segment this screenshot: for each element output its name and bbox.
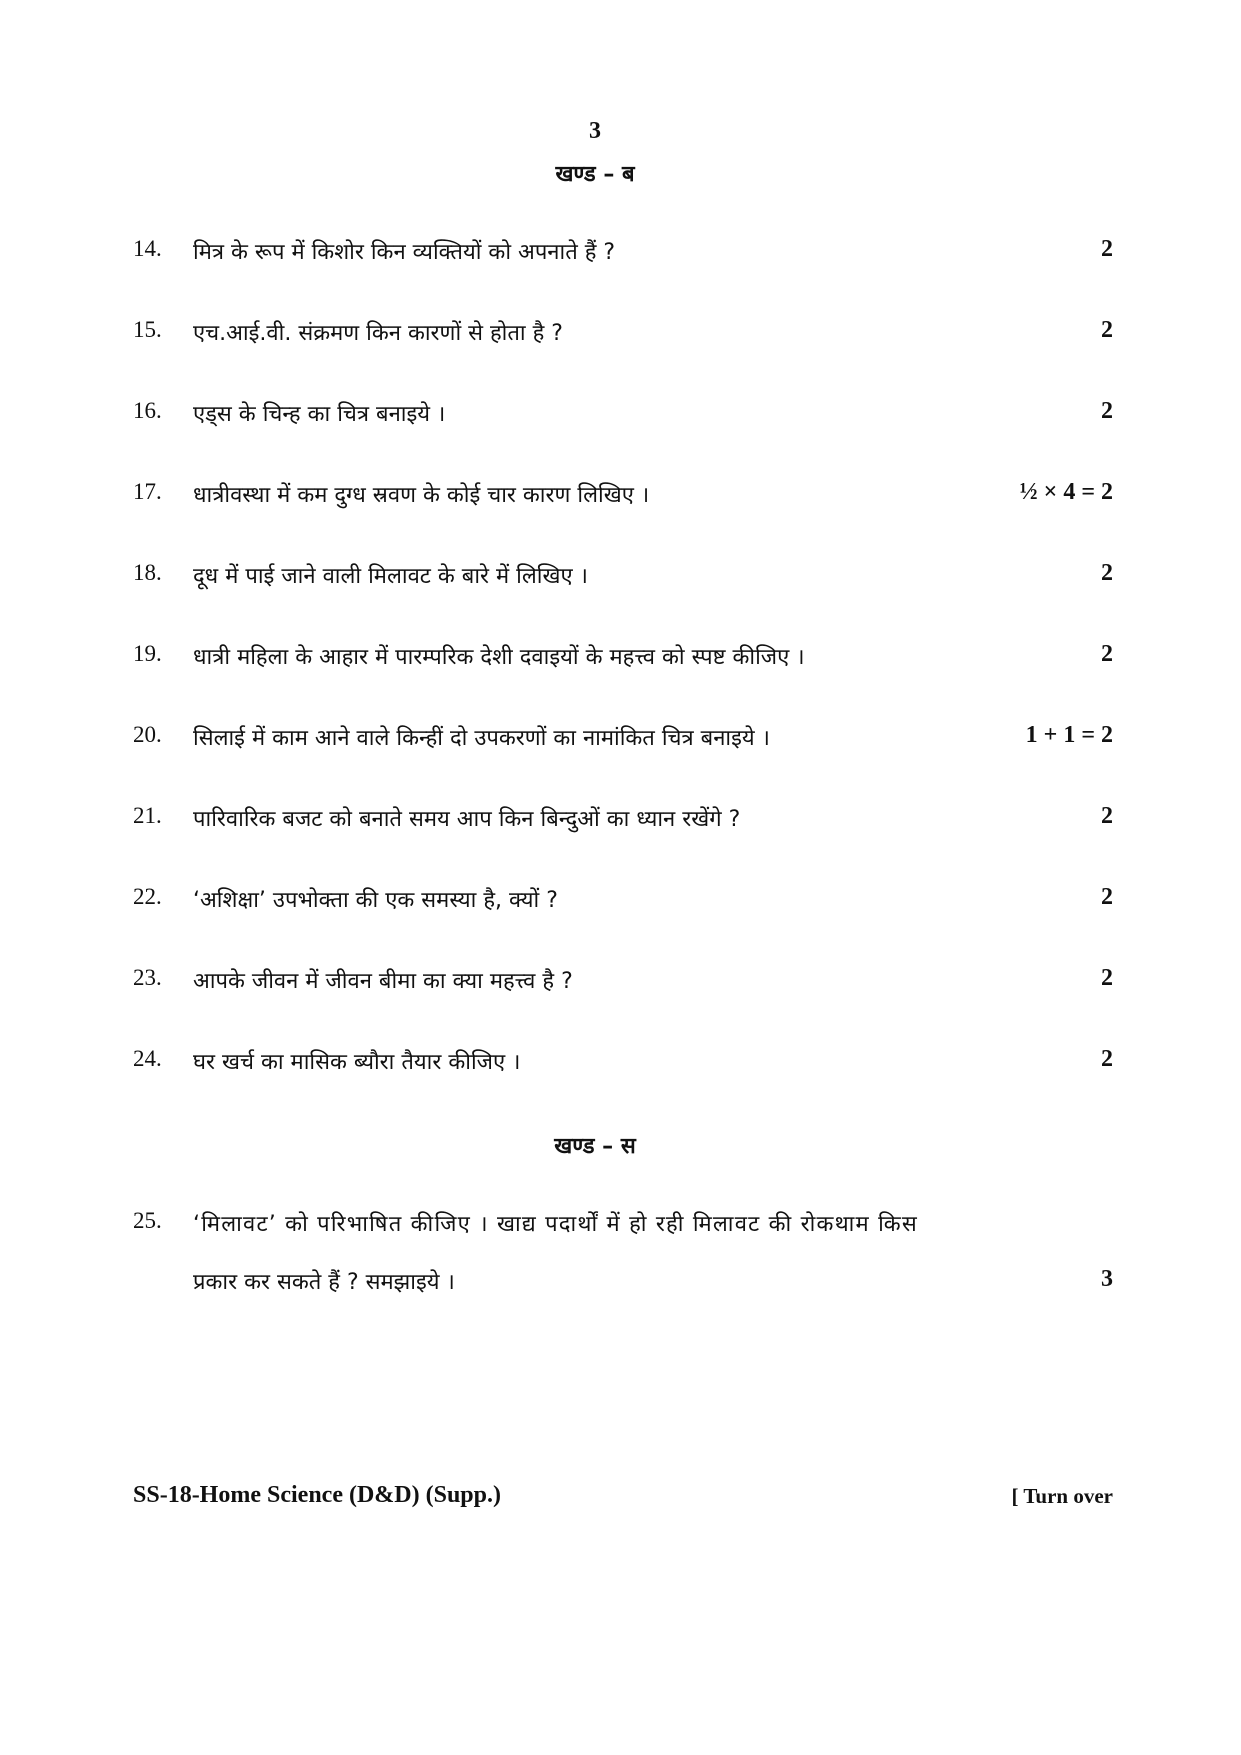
question-22 xyxy=(133,884,1113,924)
question-marks: 2 xyxy=(1101,560,1113,586)
question-15 xyxy=(133,317,1113,357)
question-text: ‘मिलावट’ को परिभाषित कीजिए । खाद्य पदार्थों में हो रही मिलावट की रोकथाम किस xyxy=(193,1212,918,1237)
question-24 xyxy=(133,1046,1113,1086)
page-number: 3 xyxy=(589,118,601,144)
question-number: 14. xyxy=(133,236,162,261)
question-18 xyxy=(133,560,1113,600)
question-23 xyxy=(133,965,1113,1005)
question-marks: 3 xyxy=(1101,1266,1113,1292)
question-marks: 2 xyxy=(1101,398,1113,424)
question-text: एच.आई.वी. संक्रमण किन कारणों से होता है ? xyxy=(193,321,563,346)
section-heading-c: खण्ड – स xyxy=(554,1134,636,1159)
question-text: एड्स के चिन्ह का चित्र बनाइये । xyxy=(193,402,446,427)
question-marks: 2 xyxy=(1101,884,1113,910)
question-number: 24. xyxy=(133,1046,162,1071)
question-text: ‘अशिक्षा’ उपभोक्ता की एक समस्या है, क्यों ? xyxy=(193,888,558,913)
question-17 xyxy=(133,479,1113,519)
question-number: 22. xyxy=(133,884,162,909)
section-heading-b: खण्ड – ब xyxy=(555,162,635,187)
question-21 xyxy=(133,803,1113,843)
question-text: धात्रीवस्था में कम दुग्ध स्रवण के कोई चार कारण लिखिए । xyxy=(193,483,650,508)
question-20 xyxy=(133,722,1113,762)
question-14 xyxy=(133,236,1113,276)
question-marks: 2 xyxy=(1101,641,1113,667)
question-number: 25. xyxy=(133,1208,162,1233)
question-text-continued: प्रकार कर सकते हैं ? समझाइये । xyxy=(193,1270,455,1295)
turn-over-label: [ Turn over xyxy=(1011,1484,1113,1508)
question-text: धात्री महिला के आहार में पारम्परिक देशी दवाइयों के महत्त्व को स्पष्ट कीजिए । xyxy=(193,645,805,670)
question-number: 21. xyxy=(133,803,162,828)
question-text: दूध में पाई जाने वाली मिलावट के बारे में लिखिए । xyxy=(193,564,588,589)
question-16 xyxy=(133,398,1113,438)
question-number: 19. xyxy=(133,641,162,666)
question-number: 20. xyxy=(133,722,162,747)
question-number: 15. xyxy=(133,317,162,342)
question-text: घर खर्च का मासिक ब्यौरा तैयार कीजिए । xyxy=(193,1050,521,1075)
question-marks: ½ × 4 = 2 xyxy=(1019,479,1113,505)
question-text: मित्र के रूप में किशोर किन व्यक्तियों को अपनाते हैं ? xyxy=(193,240,616,265)
paper-code: SS-18-Home Science (D&D) (Supp.) xyxy=(133,1482,501,1508)
question-text: पारिवारिक बजट को बनाते समय आप किन बिन्दुओं का ध्यान रखेंगे ? xyxy=(193,807,741,832)
question-19 xyxy=(133,641,1113,681)
question-marks: 1 + 1 = 2 xyxy=(1025,722,1113,748)
question-marks: 2 xyxy=(1101,1046,1113,1072)
question-number: 23. xyxy=(133,965,162,990)
question-25 xyxy=(133,1208,1113,1308)
page-footer xyxy=(133,1482,1113,1514)
question-marks: 2 xyxy=(1101,317,1113,343)
question-number: 18. xyxy=(133,560,162,585)
question-text: सिलाई में काम आने वाले किन्हीं दो उपकरणों का नामांकित चित्र बनाइये । xyxy=(193,726,771,751)
question-number: 16. xyxy=(133,398,162,423)
question-marks: 2 xyxy=(1101,965,1113,991)
question-marks: 2 xyxy=(1101,803,1113,829)
question-text: आपके जीवन में जीवन बीमा का क्या महत्त्व है ? xyxy=(193,969,573,994)
question-number: 17. xyxy=(133,479,162,504)
question-marks: 2 xyxy=(1101,236,1113,262)
